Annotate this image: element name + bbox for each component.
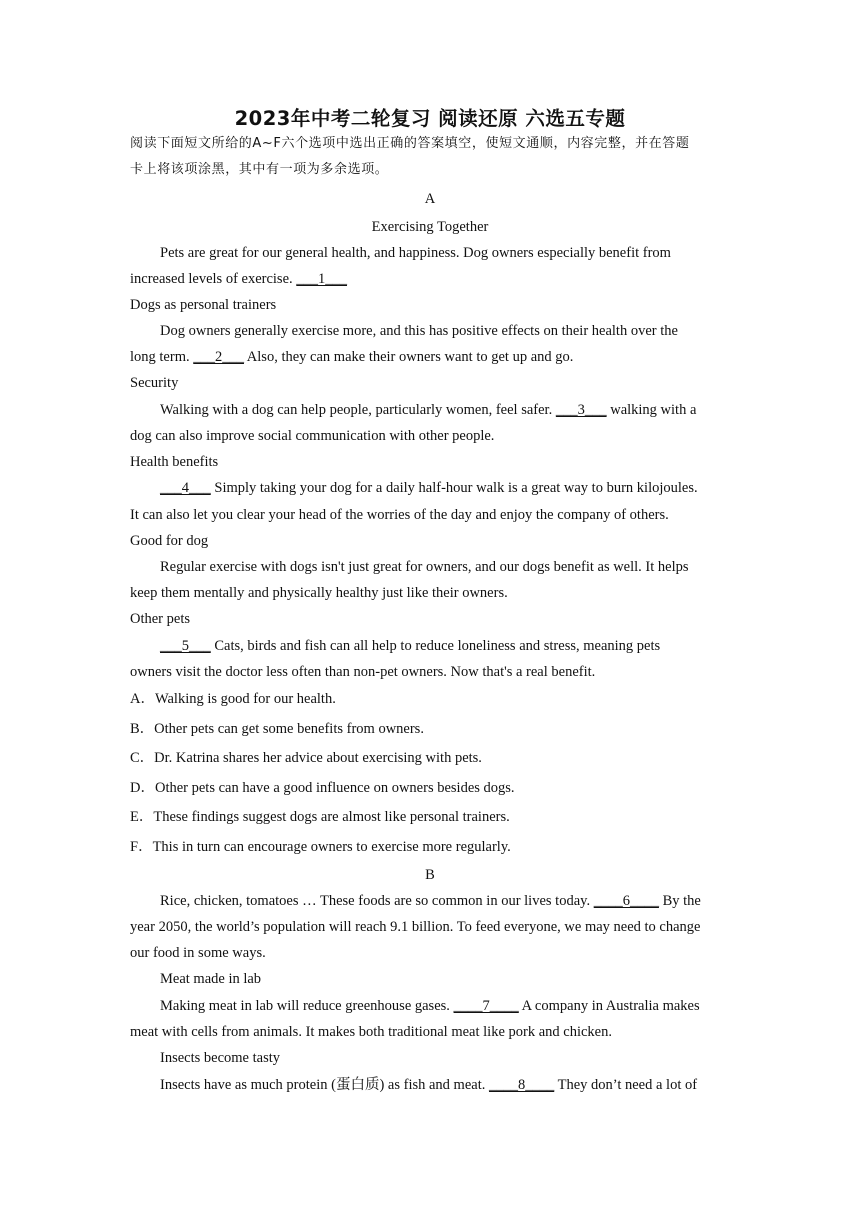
section-a-heading: Exercising Together xyxy=(371,219,489,235)
paragraph-line: long term. ___2___ Also, they can make their owners want to get up and go. xyxy=(130,349,574,365)
subheading: Meat made in lab xyxy=(160,971,262,987)
answer-blank-6: ____6____ xyxy=(593,893,659,909)
instructions xyxy=(130,131,730,183)
option-e: E．These findings suggest dogs are almost like personal trainers. xyxy=(130,809,510,825)
subheading: Other pets xyxy=(130,611,190,627)
instruction-line-1: 阅读下面短文所给的A~F六个选项中选出正确的答案填空，使短文通顺，内容完整，并在答题 xyxy=(130,136,690,151)
section-b-letter: B xyxy=(425,867,435,883)
paragraph-line: keep them mentally and physically healthy just like their owners. xyxy=(130,585,508,601)
paragraph-line: Insects have as much protein (蛋白质) as fish and meat. ____8____ They don’t need a lot of xyxy=(160,1077,698,1093)
paragraph-line: year 2050, the world’s population will reach 9.1 billion. To feed everyone, we may need to change xyxy=(130,919,701,935)
section-a-letter: A xyxy=(424,191,436,207)
answer-blank-1: ___1___ xyxy=(296,271,348,287)
answer-blank-5: ___5___ xyxy=(160,638,211,654)
subheading: Insects become tasty xyxy=(160,1050,280,1066)
paragraph-line: Dog owners generally exercise more, and this has positive effects on their health over the xyxy=(160,323,678,339)
paragraph-line: Regular exercise with dogs isn't just great for owners, and our dogs benefit as well. It helps xyxy=(160,559,689,575)
paragraph-line: Rice, chicken, tomatoes … These foods are so common in our lives today. ____6____ By the xyxy=(160,893,701,909)
answer-blank-7: ____7____ xyxy=(453,998,519,1014)
paragraph-line: ___4___ Simply taking your dog for a daily half-hour walk is a great way to burn kilojoules. xyxy=(160,480,698,496)
answer-blank-3: ___3___ xyxy=(555,402,607,418)
option-b: B．Other pets can get some benefits from owners. xyxy=(130,721,424,737)
option-f: F．This in turn can encourage owners to exercise more regularly. xyxy=(130,839,511,855)
paragraph-line: our food in some ways. xyxy=(130,945,266,961)
subheading: Good for dog xyxy=(130,533,209,549)
page-title: 2023年中考二轮复习 阅读还原 六选五专题 xyxy=(234,107,626,130)
paragraph-line: Pets are great for our general health, and happiness. Dog owners especially benefit from xyxy=(160,245,671,261)
paragraph-line: Making meat in lab will reduce greenhouse gases. ____7____ A company in Australia makes xyxy=(160,998,700,1014)
subheading: Health benefits xyxy=(130,454,219,470)
instruction-line-2: 卡上将该项涂黑，其中有一项为多余选项。 xyxy=(130,162,389,177)
option-c: C．Dr. Katrina shares her advice about exercising with pets. xyxy=(130,750,482,766)
paragraph-line: Walking with a dog can help people, particularly women, feel safer. ___3___ walking with a xyxy=(160,402,697,418)
paragraph-line: increased levels of exercise. ___1___ xyxy=(130,271,348,287)
paragraph-line: meat with cells from animals. It makes both traditional meat like pork and chicken. xyxy=(130,1024,612,1040)
option-a: A．Walking is good for our health. xyxy=(130,691,336,707)
subheading: Security xyxy=(130,375,179,391)
subheading: Dogs as personal trainers xyxy=(130,297,277,313)
paragraph-line: owners visit the doctor less often than non-pet owners. Now that's a real benefit. xyxy=(130,664,596,680)
answer-blank-2: ___2___ xyxy=(193,349,244,365)
answer-blank-4: ___4___ xyxy=(160,480,211,496)
answer-blank-8: ____8____ xyxy=(488,1077,555,1093)
paragraph-line: ___5___ Cats, birds and fish can all help to reduce loneliness and stress, meaning pets xyxy=(160,638,661,654)
option-d: D．Other pets can have a good influence on owners besides dogs. xyxy=(130,780,515,796)
paragraph-line: dog can also improve social communication with other people. xyxy=(130,428,495,444)
paragraph-line: It can also let you clear your head of the worries of the day and enjoy the company of others. xyxy=(130,507,669,523)
